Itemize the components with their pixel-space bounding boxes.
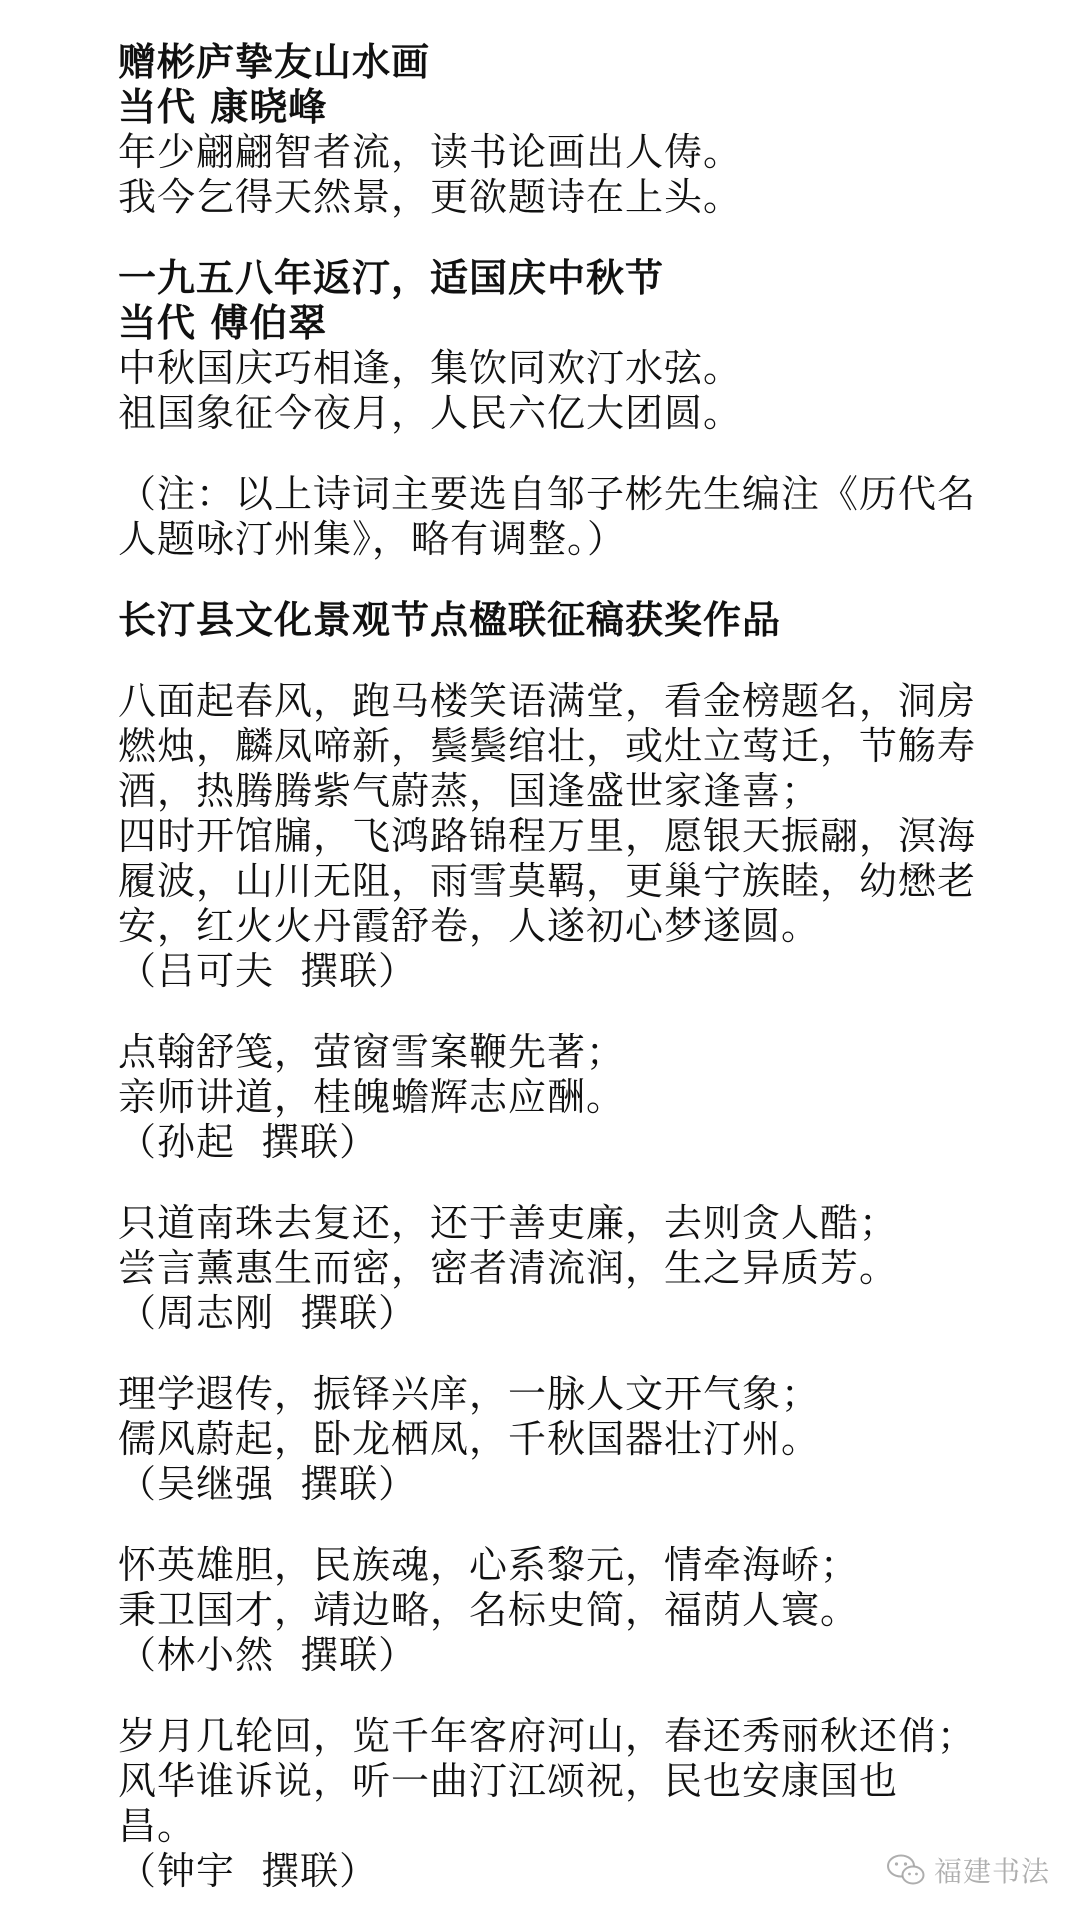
couplet-6	[118, 1714, 998, 1894]
couplet-line: 理学遐传，振铎兴庠，一脉人文开气象；	[118, 1372, 821, 1416]
couplet-line: 秉卫国才，靖边略，名标史简，福荫人寰。	[118, 1588, 860, 1632]
couplet-line: 燃烛，麟凤啼新，鬓鬓绾壮，或灶立莺迁，节觞寿	[118, 724, 977, 768]
poem-title: 赠彬庐挚友山水画	[118, 40, 431, 84]
couplet-3	[118, 1201, 998, 1336]
poem-line: 中秋国庆巧相逢，集饮同欢汀水弦。	[118, 346, 743, 390]
couplet-line: 履波，山川无阻，雨雪莫羁，更巢宁族睦，幼懋老	[118, 859, 977, 903]
couplet-line: 四时开馆牖，飞鸿路锦程万里，愿银天振翮，溟海	[118, 814, 977, 858]
couplet-line: 八面起春风，跑马楼笑语满堂，看金榜题名，洞房	[118, 679, 977, 723]
watermark-text: 福建书法	[933, 1855, 1050, 1888]
couplet-2	[118, 1030, 998, 1165]
poem-1	[118, 40, 998, 220]
poem-2	[118, 256, 998, 436]
couplet-5	[118, 1543, 998, 1678]
poem-author: 当代 傅伯翠	[118, 301, 328, 345]
couplet-line: 风华谁诉说，听一曲汀江颂祝，民也安康国也	[118, 1759, 899, 1803]
couplet-1	[118, 679, 998, 994]
poem-line: 年少翩翩智者流，读书论画出人俦。	[118, 130, 743, 174]
couplet-4	[118, 1372, 998, 1507]
couplet-line: 亲师讲道，桂魄蟾辉志应酬。	[118, 1075, 626, 1119]
couplet-line: 点翰舒笺，萤窗雪案鞭先著；	[118, 1030, 626, 1074]
couplet-line: 怀英雄胆，民族魂，心系黎元，情牵海峤；	[118, 1543, 860, 1587]
couplet-line: 岁月几轮回，览千年客府河山，春还秀丽秋还俏；	[118, 1714, 977, 1758]
couplet-line: 尝言薰惠生而密，密者清流润，生之异质芳。	[118, 1246, 899, 1290]
couplet-credit: （孙起 撰联）	[118, 1120, 379, 1164]
poem-author: 当代 康晓峰	[118, 85, 328, 129]
couplet-line: 酒，热腾腾紫气蔚蒸，国逢盛世家逢喜；	[118, 769, 821, 813]
couplet-line: 昌。	[118, 1804, 197, 1848]
section-title: 长汀县文化景观节点楹联征稿获奖作品	[118, 598, 782, 642]
wechat-icon	[886, 1853, 926, 1887]
couplet-line: 儒风蔚起，卧龙栖凤，千秋国器壮汀州。	[118, 1417, 821, 1461]
couplet-line: 只道南珠去复还，还于善吏廉，去则贪人酷；	[118, 1201, 899, 1245]
account-watermark	[886, 1850, 1050, 1890]
poem-line: 祖国象征今夜月，人民六亿大团圆。	[118, 391, 743, 435]
couplet-line: 安，红火火丹霞舒卷，人遂初心梦遂圆。	[118, 904, 821, 948]
article-content	[118, 40, 998, 1894]
poem-title: 一九五八年返汀，适国庆中秋节	[118, 256, 665, 300]
couplet-credit: （吴继强 撰联）	[118, 1462, 418, 1506]
couplet-credit: （钟宇 撰联）	[118, 1849, 379, 1893]
poem-line: 我今乞得天然景，更欲题诗在上头。	[118, 175, 743, 219]
section-heading	[118, 598, 998, 643]
note-line: 人题咏汀州集》，略有调整。）	[118, 517, 627, 561]
couplet-credit: （周志刚 撰联）	[118, 1291, 418, 1335]
couplet-credit: （吕可夫 撰联）	[118, 949, 418, 993]
source-note	[118, 472, 998, 562]
couplet-credit: （林小然 撰联）	[118, 1633, 418, 1677]
note-line: （注：以上诗词主要选自邹子彬先生编注《历代名	[118, 472, 977, 516]
